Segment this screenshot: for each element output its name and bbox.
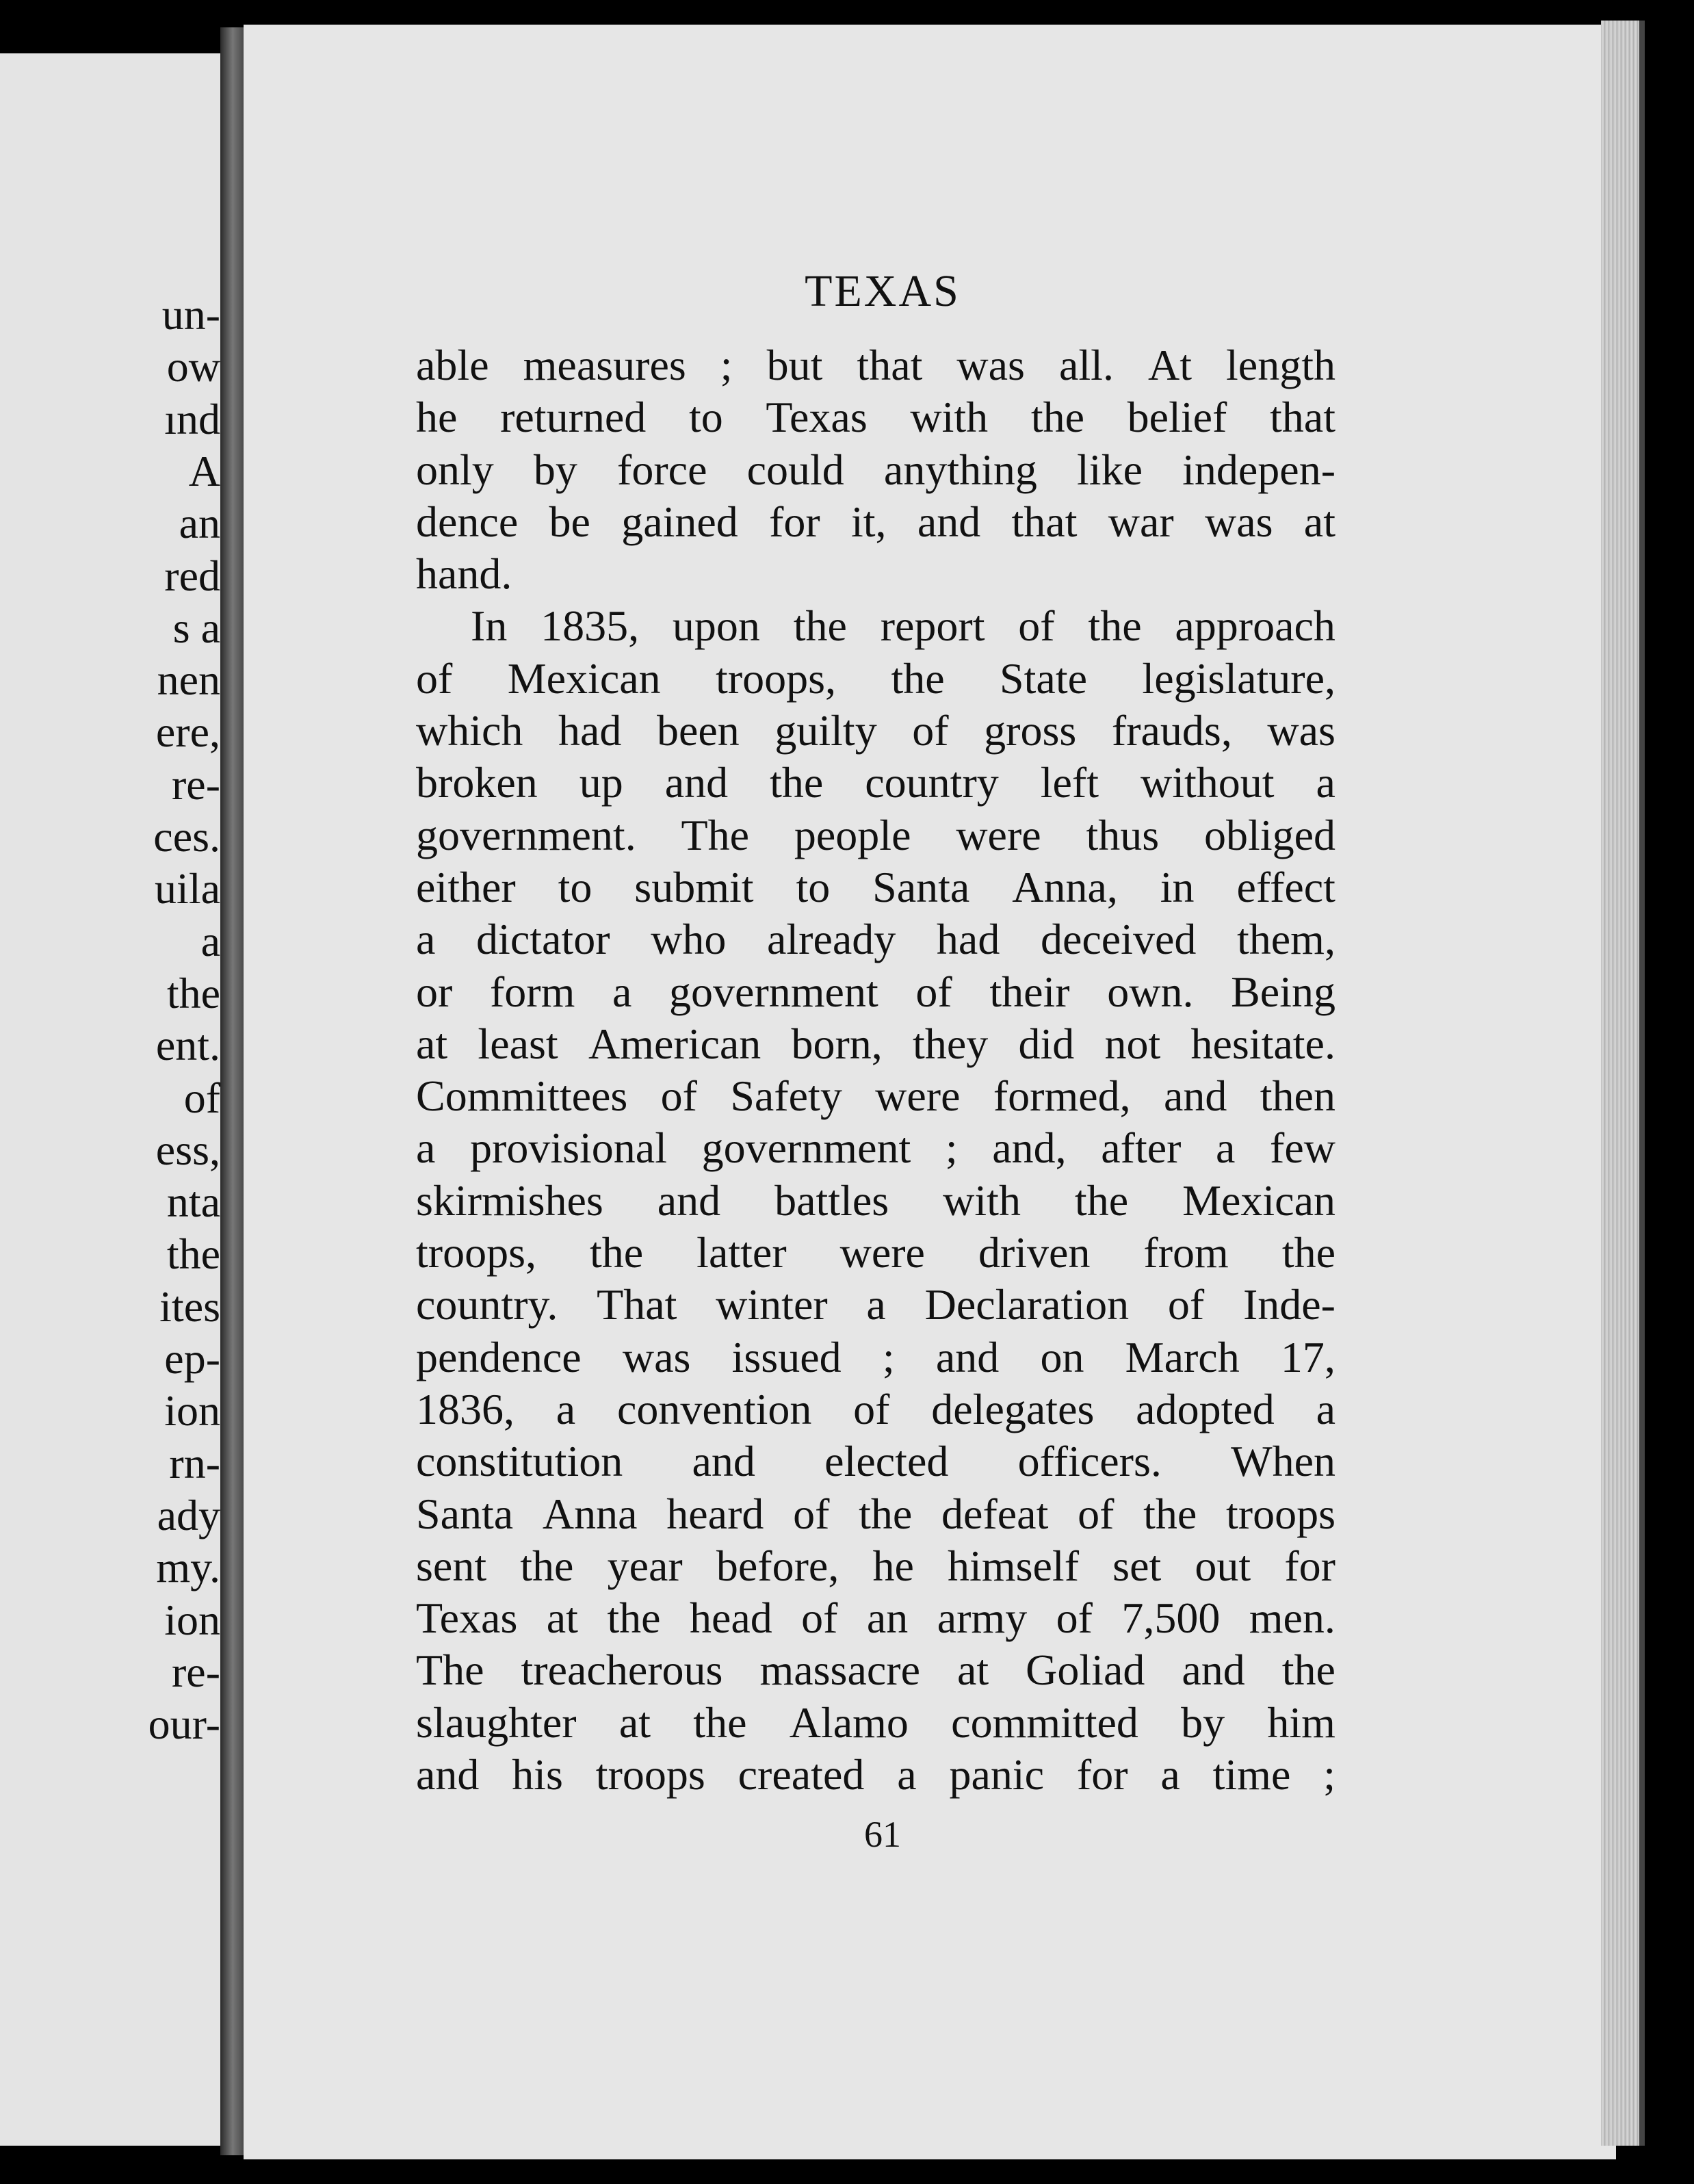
left-page-fragment: ep- [164,1334,220,1383]
left-page-fragment: ınd [164,394,220,443]
left-page-fragment: rn- [169,1438,220,1487]
text-line: of Mexican troops, the State legislature, [416,653,1335,703]
left-page-fragment: re- [171,1647,220,1696]
text-line: sent the year before, he himself set out for [416,1541,1335,1590]
text-line: which had been guilty of gross frauds, was [416,706,1335,755]
left-page-fragment: the [166,1230,220,1279]
left-page-fragment: nen [157,655,220,705]
text-line: broken up and the country left without a [416,758,1335,807]
left-page-fragment: ady [157,1490,220,1539]
page-number: 61 [864,1814,901,1855]
text-line: government. The people were thus obliged [416,810,1335,859]
left-page-fragment: a [200,916,220,965]
left-page [0,53,220,2146]
text-line: slaughter at the Alamo committed by him [416,1698,1335,1747]
left-page-fragment: ites [159,1282,220,1331]
left-page-fragment: un- [161,290,220,339]
text-line: only by force could anything like indepen- [416,445,1335,494]
text-line: skirmishes and battles with the Mexican [416,1175,1335,1225]
left-page-fragment: ow [166,342,220,391]
text-line: The treacherous massacre at Goliad and the [416,1646,1335,1695]
text-line: a provisional government ; and, after a few [416,1123,1335,1173]
text-line: at least American born, they did not hesitate. [416,1019,1335,1068]
left-page-fragment: ess, [155,1125,220,1174]
text-line: country. That winter a Declaration of Inde- [416,1280,1335,1329]
text-line: troops, the latter were driven from the [416,1228,1335,1277]
text-line: dence be gained for it, and that war was at [416,497,1335,546]
left-page-fragment: uila [155,864,220,913]
body-text [416,339,1335,1801]
left-page-fragment: my. [156,1543,220,1592]
left-page-fragment: nta [166,1178,220,1227]
left-page-fragment: an [179,499,220,548]
left-page-fragment: red [164,551,220,600]
text-line: 1836, a convention of delegates adopted a [416,1384,1335,1433]
left-page-fragment: ion [164,1595,220,1644]
page-edges [1601,21,1639,2146]
text-line: Texas at the head of an army of 7,500 men. [416,1594,1335,1643]
left-page-fragment: s a [172,603,220,652]
text-line: hand. [416,549,512,599]
text-line: able measures ; but that was all. At length [416,341,1335,389]
text-line: or form a government of their own. Being [416,967,1335,1016]
left-page-fragment: of [183,1073,220,1122]
text-line: constitution and elected officers. When [416,1437,1335,1486]
left-page-fragment: A [188,446,220,495]
left-page-fragment: our- [148,1700,220,1749]
left-page-fragment: ere, [155,707,220,757]
text-line: pendence was issued ; and on March 17, [416,1332,1335,1381]
text-line: Committees of Safety were formed, and then [416,1071,1335,1121]
text-line: and his troops created a panic for a time ; [416,1750,1335,1799]
left-page-fragment: ion [164,1386,220,1435]
text-line: a dictator who already had deceived them, [416,915,1335,964]
text-line: either to submit to Santa Anna, in effect [416,862,1335,911]
left-page-fragment: ces. [153,812,220,861]
text-line: he returned to Texas with the belief that [416,393,1335,442]
left-page-fragment: re- [171,759,220,809]
running-head: TEXAS [805,266,961,316]
page-edge-shadow [1639,21,1645,2146]
text-line: In 1835, upon the report of the approach [471,601,1335,651]
left-page-fragment: ent. [155,1021,220,1070]
left-page-fragment: the [166,968,220,1017]
text-line: Santa Anna heard of the defeat of the troops [416,1489,1335,1538]
